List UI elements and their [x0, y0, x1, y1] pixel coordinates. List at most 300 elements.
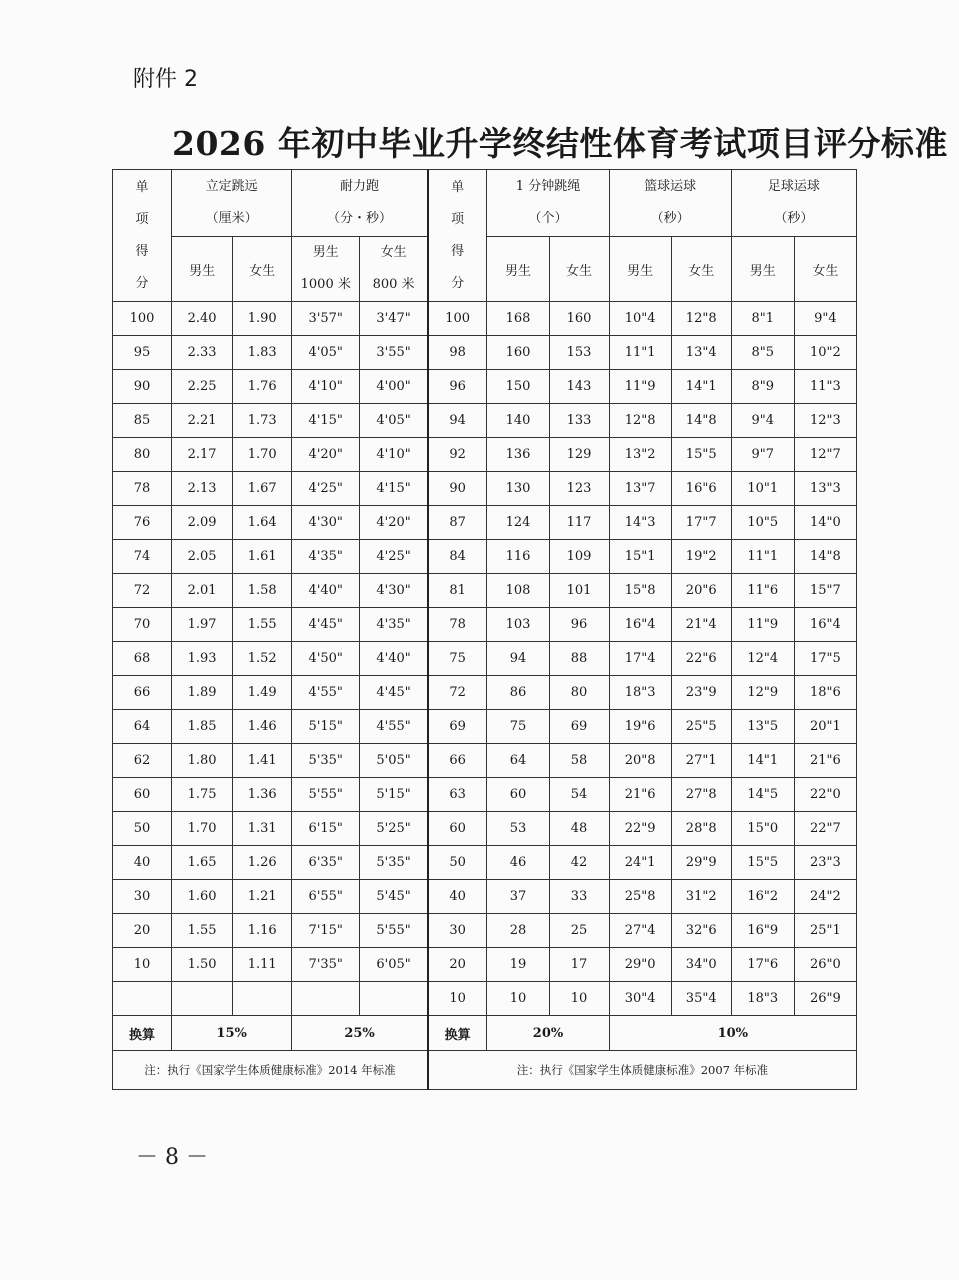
right-rope-m-cell: 116: [487, 540, 549, 574]
right-fb-m-cell: 8"1: [731, 302, 794, 336]
left-jump-f-cell: 1.55: [233, 608, 292, 642]
left-run-m-cell: 5'35": [292, 744, 360, 778]
left-jump-f-cell: 1.67: [233, 472, 292, 506]
left-score-cell: 70: [113, 608, 172, 642]
right-bb-f-cell: 19"2: [671, 540, 731, 574]
right-rope-m-cell: 10: [487, 982, 549, 1016]
conversion-ball: 10%: [609, 1016, 856, 1051]
right-rope-m-cell: 168: [487, 302, 549, 336]
right-bb-m-cell: 14"3: [609, 506, 671, 540]
right-fb-m-cell: 16"2: [731, 880, 794, 914]
table-row: [113, 540, 857, 574]
right-fb-f-cell: 26"0: [794, 948, 856, 982]
right-score-cell: 87: [428, 506, 487, 540]
left-score-cell: 30: [113, 880, 172, 914]
right-rope-m-cell: 150: [487, 370, 549, 404]
right-score-cell: 81: [428, 574, 487, 608]
right-rope-m-cell: 53: [487, 812, 549, 846]
rope-header: 1 分钟跳绳 （个）: [487, 170, 609, 237]
right-fb-m-cell: 11"1: [731, 540, 794, 574]
right-fb-f-cell: 23"3: [794, 846, 856, 880]
left-jump-f-cell: 1.83: [233, 336, 292, 370]
left-jump-m-cell: 2.17: [172, 438, 233, 472]
left-jump-m-cell: [172, 982, 233, 1016]
left-score-cell: 68: [113, 642, 172, 676]
right-rope-m-cell: 46: [487, 846, 549, 880]
right-rope-f-cell: 101: [549, 574, 609, 608]
conversion-jump: 15%: [172, 1016, 292, 1051]
left-jump-m-cell: 1.93: [172, 642, 233, 676]
right-fb-m-cell: 15"0: [731, 812, 794, 846]
right-rope-m-cell: 37: [487, 880, 549, 914]
jump-header: 立定跳远 （厘米）: [172, 170, 292, 237]
table-row: [113, 506, 857, 540]
conversion-run: 25%: [292, 1016, 428, 1051]
right-fb-f-cell: 11"3: [794, 370, 856, 404]
right-rope-f-cell: 80: [549, 676, 609, 710]
left-jump-f-cell: [233, 982, 292, 1016]
left-run-m-cell: 4'55": [292, 676, 360, 710]
left-run-f-cell: 6'05": [360, 948, 428, 982]
right-rope-f-cell: 69: [549, 710, 609, 744]
left-score-cell: 72: [113, 574, 172, 608]
right-fb-m-cell: 14"5: [731, 778, 794, 812]
left-run-f-cell: 3'47": [360, 302, 428, 336]
right-score-cell: 50: [428, 846, 487, 880]
right-bb-m-cell: 13"2: [609, 438, 671, 472]
left-score-cell: 60: [113, 778, 172, 812]
right-rope-f-cell: 109: [549, 540, 609, 574]
left-score-cell: 80: [113, 438, 172, 472]
right-bb-m-cell: 15"8: [609, 574, 671, 608]
left-run-f-cell: 4'00": [360, 370, 428, 404]
right-score-cell: 84: [428, 540, 487, 574]
table-row: [113, 574, 857, 608]
right-rope-f-cell: 88: [549, 642, 609, 676]
right-bb-m-cell: 22"9: [609, 812, 671, 846]
right-bb-f-cell: 28"8: [671, 812, 731, 846]
left-jump-m-cell: 2.21: [172, 404, 233, 438]
conversion-rope: 20%: [487, 1016, 609, 1051]
right-fb-f-cell: 16"4: [794, 608, 856, 642]
left-jump-m-cell: 1.80: [172, 744, 233, 778]
left-run-f-cell: 5'45": [360, 880, 428, 914]
right-fb-f-cell: 21"6: [794, 744, 856, 778]
right-fb-m-cell: 10"5: [731, 506, 794, 540]
right-fb-f-cell: 14"0: [794, 506, 856, 540]
left-jump-m-cell: 2.25: [172, 370, 233, 404]
table-row: [113, 642, 857, 676]
right-bb-f-cell: 31"2: [671, 880, 731, 914]
right-fb-m-cell: 18"3: [731, 982, 794, 1016]
table-row: [113, 778, 857, 812]
left-jump-f-cell: 1.73: [233, 404, 292, 438]
right-fb-m-cell: 12"9: [731, 676, 794, 710]
right-bb-m-cell: 17"4: [609, 642, 671, 676]
right-fb-f-cell: 22"0: [794, 778, 856, 812]
left-run-f-cell: 5'15": [360, 778, 428, 812]
left-run-m-cell: 6'55": [292, 880, 360, 914]
right-fb-m-cell: 10"1: [731, 472, 794, 506]
right-score-cell: 96: [428, 370, 487, 404]
left-jump-f-cell: 1.36: [233, 778, 292, 812]
left-run-m-cell: 4'20": [292, 438, 360, 472]
left-score-cell: 90: [113, 370, 172, 404]
left-score-cell: 74: [113, 540, 172, 574]
right-score-cell: 60: [428, 812, 487, 846]
left-jump-m-cell: 1.55: [172, 914, 233, 948]
left-score-cell: 66: [113, 676, 172, 710]
right-score-cell: 75: [428, 642, 487, 676]
scoring-table: [112, 169, 857, 1090]
right-fb-f-cell: 15"7: [794, 574, 856, 608]
left-run-m-cell: 4'05": [292, 336, 360, 370]
left-run-m-cell: 7'15": [292, 914, 360, 948]
right-rope-f-cell: 58: [549, 744, 609, 778]
right-fb-f-cell: 14"8: [794, 540, 856, 574]
table-row: [113, 948, 857, 982]
left-run-m-cell: 4'25": [292, 472, 360, 506]
left-run-m-cell: 4'10": [292, 370, 360, 404]
left-jump-m-cell: 1.89: [172, 676, 233, 710]
right-rope-f-cell: 129: [549, 438, 609, 472]
table-row: [113, 880, 857, 914]
right-bb-m-cell: 13"7: [609, 472, 671, 506]
right-rope-f-cell: 153: [549, 336, 609, 370]
right-fb-m-cell: 13"5: [731, 710, 794, 744]
right-fb-f-cell: 12"7: [794, 438, 856, 472]
right-fb-m-cell: 17"6: [731, 948, 794, 982]
left-jump-m-cell: 2.40: [172, 302, 233, 336]
right-bb-m-cell: 30"4: [609, 982, 671, 1016]
right-fb-f-cell: 18"6: [794, 676, 856, 710]
left-run-m-cell: [292, 982, 360, 1016]
left-run-f-cell: 4'05": [360, 404, 428, 438]
right-rope-m-cell: 160: [487, 336, 549, 370]
right-fb-m-cell: 9"7: [731, 438, 794, 472]
left-jump-f-cell: 1.58: [233, 574, 292, 608]
left-jump-m-cell: 1.85: [172, 710, 233, 744]
left-run-m-cell: 5'55": [292, 778, 360, 812]
right-conversion-label: 换算: [428, 1016, 487, 1051]
left-jump-f-cell: 1.76: [233, 370, 292, 404]
left-jump-m-cell: 2.05: [172, 540, 233, 574]
right-score-cell: 69: [428, 710, 487, 744]
right-score-cell: 100: [428, 302, 487, 336]
right-fb-m-cell: 8"9: [731, 370, 794, 404]
table-row: [113, 914, 857, 948]
right-rope-m-cell: 28: [487, 914, 549, 948]
left-run-m-cell: 4'30": [292, 506, 360, 540]
left-jump-f-cell: 1.16: [233, 914, 292, 948]
right-rope-f-cell: 42: [549, 846, 609, 880]
right-note: 注：执行《国家学生体质健康标准》2007 年标准: [428, 1051, 857, 1090]
left-jump-m-cell: 1.50: [172, 948, 233, 982]
right-fb-m-cell: 12"4: [731, 642, 794, 676]
right-bb-m-cell: 29"0: [609, 948, 671, 982]
right-bb-m-cell: 12"8: [609, 404, 671, 438]
right-bb-f-cell: 23"9: [671, 676, 731, 710]
right-fb-f-cell: 26"9: [794, 982, 856, 1016]
right-fb-m-cell: 11"6: [731, 574, 794, 608]
jump-female-header: 女生: [233, 237, 292, 302]
left-score-cell: 100: [113, 302, 172, 336]
left-run-f-cell: [360, 982, 428, 1016]
right-rope-m-cell: 108: [487, 574, 549, 608]
right-rope-f-cell: 48: [549, 812, 609, 846]
run-male-header: 男生 1000 米: [292, 237, 360, 302]
left-run-f-cell: 5'05": [360, 744, 428, 778]
right-rope-m-cell: 140: [487, 404, 549, 438]
right-bb-f-cell: 35"4: [671, 982, 731, 1016]
right-fb-f-cell: 20"1: [794, 710, 856, 744]
right-bb-f-cell: 15"5: [671, 438, 731, 472]
right-fb-f-cell: 17"5: [794, 642, 856, 676]
right-bb-f-cell: 22"6: [671, 642, 731, 676]
right-bb-f-cell: 13"4: [671, 336, 731, 370]
right-score-cell: 40: [428, 880, 487, 914]
right-rope-f-cell: 33: [549, 880, 609, 914]
right-rope-f-cell: 96: [549, 608, 609, 642]
rope-male-header: 男生: [487, 237, 549, 302]
left-run-m-cell: 7'35": [292, 948, 360, 982]
right-bb-m-cell: 24"1: [609, 846, 671, 880]
left-run-m-cell: 4'35": [292, 540, 360, 574]
right-fb-m-cell: 15"5: [731, 846, 794, 880]
table-row: [113, 302, 857, 336]
left-run-m-cell: 4'45": [292, 608, 360, 642]
left-jump-m-cell: 2.09: [172, 506, 233, 540]
right-score-cell: 94: [428, 404, 487, 438]
left-jump-m-cell: 1.65: [172, 846, 233, 880]
table-row: [113, 744, 857, 778]
right-bb-f-cell: 27"8: [671, 778, 731, 812]
right-fb-f-cell: 22"7: [794, 812, 856, 846]
right-bb-f-cell: 25"5: [671, 710, 731, 744]
right-bb-m-cell: 11"9: [609, 370, 671, 404]
fb-male-header: 男生: [731, 237, 794, 302]
page-number: － 8 －: [136, 1145, 208, 1170]
left-run-m-cell: 6'15": [292, 812, 360, 846]
right-rope-m-cell: 19: [487, 948, 549, 982]
right-bb-f-cell: 34"0: [671, 948, 731, 982]
left-jump-f-cell: 1.26: [233, 846, 292, 880]
right-score-cell: 72: [428, 676, 487, 710]
left-run-f-cell: 5'25": [360, 812, 428, 846]
right-bb-f-cell: 20"6: [671, 574, 731, 608]
left-score-cell: 95: [113, 336, 172, 370]
left-score-cell: 50: [113, 812, 172, 846]
right-rope-m-cell: 75: [487, 710, 549, 744]
left-score-cell: 62: [113, 744, 172, 778]
rope-female-header: 女生: [549, 237, 609, 302]
left-score-cell: 20: [113, 914, 172, 948]
right-bb-f-cell: 21"4: [671, 608, 731, 642]
right-bb-f-cell: 27"1: [671, 744, 731, 778]
fb-female-header: 女生: [794, 237, 856, 302]
right-score-cell: 30: [428, 914, 487, 948]
left-jump-f-cell: 1.61: [233, 540, 292, 574]
right-fb-m-cell: 14"1: [731, 744, 794, 778]
table-row: [113, 336, 857, 370]
right-fb-f-cell: 25"1: [794, 914, 856, 948]
right-bb-m-cell: 25"8: [609, 880, 671, 914]
left-jump-m-cell: 2.01: [172, 574, 233, 608]
basketball-header: 篮球运球 （秒）: [609, 170, 731, 237]
right-rope-f-cell: 10: [549, 982, 609, 1016]
right-fb-f-cell: 9"4: [794, 302, 856, 336]
right-score-cell: 92: [428, 438, 487, 472]
left-jump-m-cell: 1.97: [172, 608, 233, 642]
right-bb-f-cell: 16"6: [671, 472, 731, 506]
left-score-cell: 76: [113, 506, 172, 540]
left-jump-m-cell: 2.13: [172, 472, 233, 506]
left-note: 注：执行《国家学生体质健康标准》2014 年标准: [113, 1051, 428, 1090]
table-row: [113, 676, 857, 710]
right-fb-f-cell: 12"3: [794, 404, 856, 438]
left-run-f-cell: 5'35": [360, 846, 428, 880]
right-bb-m-cell: 10"4: [609, 302, 671, 336]
right-rope-f-cell: 25: [549, 914, 609, 948]
table-row: [113, 812, 857, 846]
left-jump-f-cell: 1.70: [233, 438, 292, 472]
right-fb-m-cell: 16"9: [731, 914, 794, 948]
left-jump-f-cell: 1.11: [233, 948, 292, 982]
left-run-f-cell: 4'20": [360, 506, 428, 540]
right-score-cell: 98: [428, 336, 487, 370]
table-row: [113, 710, 857, 744]
left-conversion-label: 换算: [113, 1016, 172, 1051]
right-rope-f-cell: 160: [549, 302, 609, 336]
right-score-cell: 78: [428, 608, 487, 642]
right-score-cell: 20: [428, 948, 487, 982]
right-bb-m-cell: 15"1: [609, 540, 671, 574]
right-bb-m-cell: 18"3: [609, 676, 671, 710]
left-run-f-cell: 4'40": [360, 642, 428, 676]
football-header: 足球运球 （秒）: [731, 170, 856, 237]
table-row: [113, 370, 857, 404]
bb-female-header: 女生: [671, 237, 731, 302]
right-rope-m-cell: 94: [487, 642, 549, 676]
right-fb-f-cell: 24"2: [794, 880, 856, 914]
right-fb-f-cell: 10"2: [794, 336, 856, 370]
run-female-header: 女生 800 米: [360, 237, 428, 302]
left-run-m-cell: 3'57": [292, 302, 360, 336]
left-jump-f-cell: 1.90: [233, 302, 292, 336]
right-bb-f-cell: 17"7: [671, 506, 731, 540]
left-jump-f-cell: 1.49: [233, 676, 292, 710]
left-jump-f-cell: 1.31: [233, 812, 292, 846]
left-run-f-cell: 4'55": [360, 710, 428, 744]
right-rope-m-cell: 136: [487, 438, 549, 472]
header-row-1: [113, 170, 857, 237]
right-fb-m-cell: 9"4: [731, 404, 794, 438]
left-score-cell: [113, 982, 172, 1016]
right-rope-m-cell: 124: [487, 506, 549, 540]
left-jump-m-cell: 1.70: [172, 812, 233, 846]
left-score-cell: 85: [113, 404, 172, 438]
left-jump-f-cell: 1.41: [233, 744, 292, 778]
right-rope-f-cell: 143: [549, 370, 609, 404]
left-score-cell: 10: [113, 948, 172, 982]
right-bb-m-cell: 21"6: [609, 778, 671, 812]
right-score-cell: 66: [428, 744, 487, 778]
left-run-f-cell: 4'30": [360, 574, 428, 608]
left-score-cell: 40: [113, 846, 172, 880]
left-run-m-cell: 4'40": [292, 574, 360, 608]
left-jump-f-cell: 1.52: [233, 642, 292, 676]
table-row: [113, 608, 857, 642]
right-fb-f-cell: 13"3: [794, 472, 856, 506]
right-bb-f-cell: 14"1: [671, 370, 731, 404]
left-run-f-cell: 3'55": [360, 336, 428, 370]
right-rope-m-cell: 60: [487, 778, 549, 812]
right-score-cell: 63: [428, 778, 487, 812]
table-row: [113, 846, 857, 880]
right-rope-f-cell: 133: [549, 404, 609, 438]
right-bb-m-cell: 11"1: [609, 336, 671, 370]
table-row: [113, 438, 857, 472]
left-run-f-cell: 4'35": [360, 608, 428, 642]
table-row: [113, 472, 857, 506]
left-score-header: 单 项 得 分: [113, 170, 172, 302]
right-rope-m-cell: 86: [487, 676, 549, 710]
left-run-f-cell: 4'15": [360, 472, 428, 506]
right-rope-f-cell: 54: [549, 778, 609, 812]
left-jump-f-cell: 1.21: [233, 880, 292, 914]
right-score-cell: 90: [428, 472, 487, 506]
right-rope-m-cell: 64: [487, 744, 549, 778]
right-score-cell: 10: [428, 982, 487, 1016]
right-bb-m-cell: 27"4: [609, 914, 671, 948]
right-bb-m-cell: 19"6: [609, 710, 671, 744]
left-run-f-cell: 4'10": [360, 438, 428, 472]
left-score-cell: 64: [113, 710, 172, 744]
right-rope-m-cell: 130: [487, 472, 549, 506]
page-title: 2026 年初中毕业升学终结性体育考试项目评分标准: [172, 124, 948, 163]
right-bb-f-cell: 12"8: [671, 302, 731, 336]
left-jump-f-cell: 1.46: [233, 710, 292, 744]
left-jump-f-cell: 1.64: [233, 506, 292, 540]
right-bb-f-cell: 14"8: [671, 404, 731, 438]
right-bb-m-cell: 20"8: [609, 744, 671, 778]
left-run-f-cell: 4'45": [360, 676, 428, 710]
attachment-label: 附件 2: [133, 67, 198, 92]
run-header: 耐力跑 （分・秒）: [292, 170, 428, 237]
left-run-m-cell: 4'50": [292, 642, 360, 676]
left-run-m-cell: 4'15": [292, 404, 360, 438]
bb-male-header: 男生: [609, 237, 671, 302]
left-run-m-cell: 5'15": [292, 710, 360, 744]
left-run-f-cell: 4'25": [360, 540, 428, 574]
left-jump-m-cell: 1.75: [172, 778, 233, 812]
right-rope-f-cell: 123: [549, 472, 609, 506]
right-score-header: 单 项 得 分: [428, 170, 487, 302]
left-run-f-cell: 5'55": [360, 914, 428, 948]
note-row: [113, 1051, 857, 1090]
right-fb-m-cell: 11"9: [731, 608, 794, 642]
right-bb-f-cell: 32"6: [671, 914, 731, 948]
left-run-m-cell: 6'35": [292, 846, 360, 880]
right-fb-m-cell: 8"5: [731, 336, 794, 370]
right-rope-m-cell: 103: [487, 608, 549, 642]
left-jump-m-cell: 2.33: [172, 336, 233, 370]
table-row: [113, 404, 857, 438]
left-score-cell: 78: [113, 472, 172, 506]
right-bb-f-cell: 29"9: [671, 846, 731, 880]
conversion-row: [113, 1016, 857, 1051]
right-rope-f-cell: 17: [549, 948, 609, 982]
